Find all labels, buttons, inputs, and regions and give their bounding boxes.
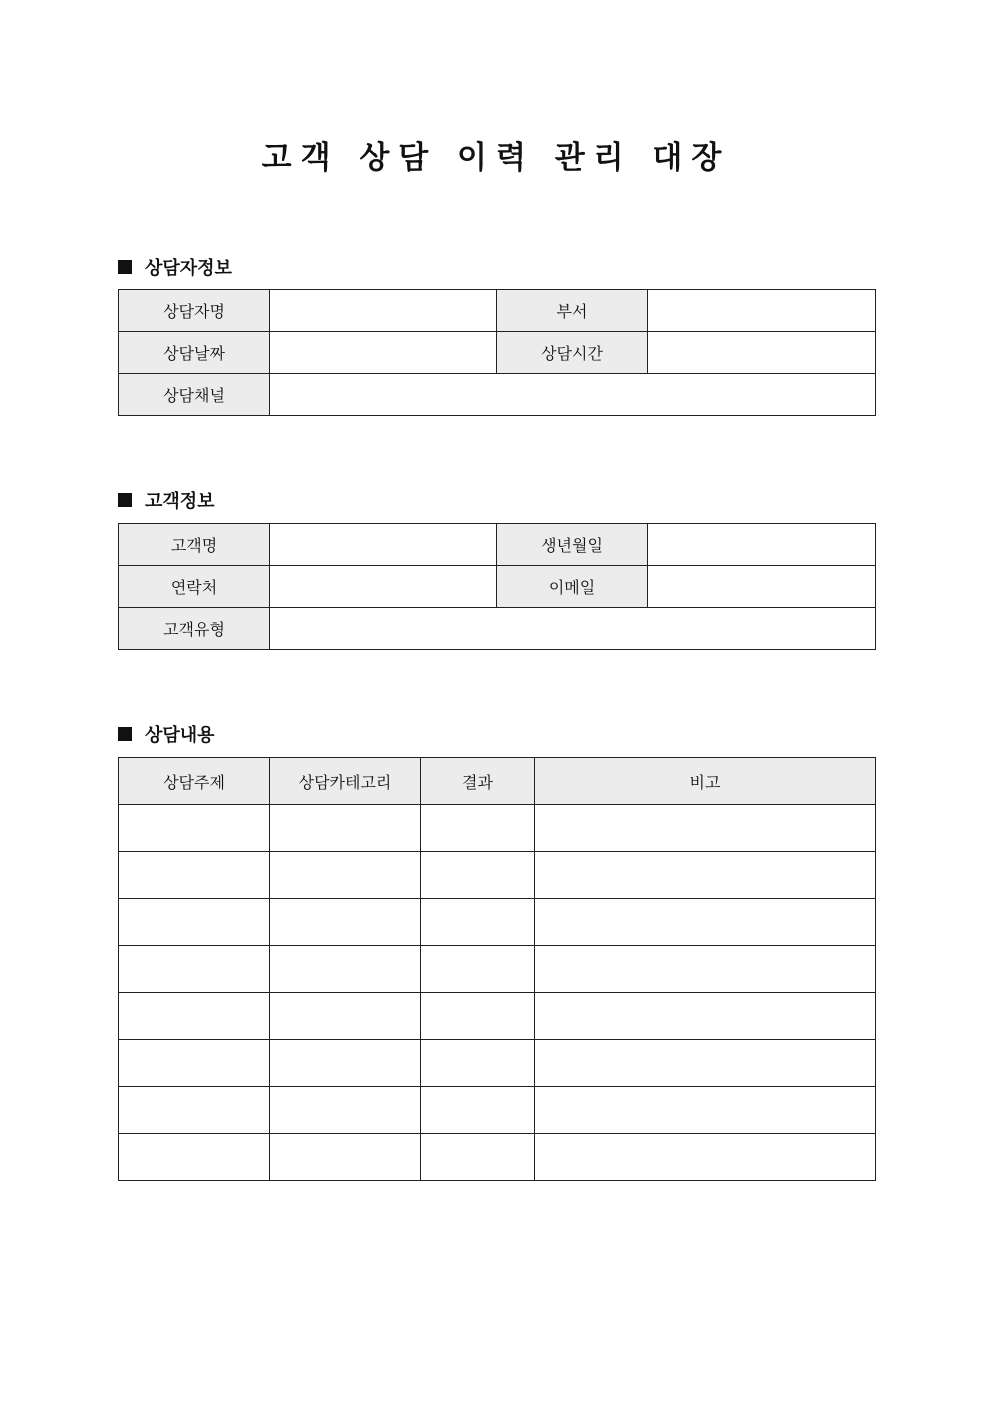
result-cell[interactable] bbox=[421, 1087, 535, 1134]
square-bullet-icon bbox=[118, 260, 132, 274]
contact-label: 연락처 bbox=[119, 566, 270, 608]
topic-cell[interactable] bbox=[119, 993, 270, 1040]
table-header-row bbox=[119, 758, 876, 805]
department-label: 부서 bbox=[497, 290, 648, 332]
result-cell[interactable] bbox=[421, 805, 535, 852]
consultant-info-table bbox=[118, 289, 876, 416]
remarks-cell[interactable] bbox=[535, 946, 876, 993]
email-field[interactable] bbox=[648, 566, 876, 608]
result-cell[interactable] bbox=[421, 993, 535, 1040]
email-label: 이메일 bbox=[497, 566, 648, 608]
category-cell[interactable] bbox=[270, 946, 421, 993]
consultant-name-label: 상담자명 bbox=[119, 290, 270, 332]
remarks-cell[interactable] bbox=[535, 1134, 876, 1181]
customer-type-label: 고객유형 bbox=[119, 608, 270, 650]
contact-field[interactable] bbox=[270, 566, 497, 608]
table-row bbox=[119, 946, 876, 993]
consult-date-field[interactable] bbox=[270, 332, 497, 374]
birthdate-label: 생년월일 bbox=[497, 524, 648, 566]
result-cell[interactable] bbox=[421, 899, 535, 946]
table-row bbox=[119, 993, 876, 1040]
table-row bbox=[119, 566, 876, 608]
section-heading-label: 고객정보 bbox=[145, 491, 215, 512]
consult-channel-label: 상담채널 bbox=[119, 374, 270, 416]
document-title: 고객 상담 이력 관리 대장 bbox=[261, 140, 731, 176]
topic-cell[interactable] bbox=[119, 899, 270, 946]
table-row bbox=[119, 290, 876, 332]
section-heading-consultant bbox=[118, 254, 232, 280]
result-cell[interactable] bbox=[421, 946, 535, 993]
consultant-name-field[interactable] bbox=[270, 290, 497, 332]
customer-name-field[interactable] bbox=[270, 524, 497, 566]
topic-cell[interactable] bbox=[119, 946, 270, 993]
table-row bbox=[119, 524, 876, 566]
section-heading-customer bbox=[118, 487, 215, 513]
birthdate-field[interactable] bbox=[648, 524, 876, 566]
remarks-cell[interactable] bbox=[535, 805, 876, 852]
table-row bbox=[119, 332, 876, 374]
consult-time-label: 상담시간 bbox=[497, 332, 648, 374]
column-header-category: 상담카테고리 bbox=[270, 758, 421, 805]
result-cell[interactable] bbox=[421, 852, 535, 899]
category-cell[interactable] bbox=[270, 1087, 421, 1134]
customer-info-table bbox=[118, 523, 876, 650]
square-bullet-icon bbox=[118, 727, 132, 741]
column-header-result: 결과 bbox=[421, 758, 535, 805]
section-heading-label: 상담자정보 bbox=[145, 258, 232, 279]
table-row bbox=[119, 1040, 876, 1087]
category-cell[interactable] bbox=[270, 899, 421, 946]
category-cell[interactable] bbox=[270, 1040, 421, 1087]
result-cell[interactable] bbox=[421, 1134, 535, 1181]
category-cell[interactable] bbox=[270, 993, 421, 1040]
consult-channel-field[interactable] bbox=[270, 374, 876, 416]
consult-date-label: 상담날짜 bbox=[119, 332, 270, 374]
topic-cell[interactable] bbox=[119, 805, 270, 852]
table-row bbox=[119, 1087, 876, 1134]
section-heading-consultation bbox=[118, 721, 215, 747]
customer-name-label: 고객명 bbox=[119, 524, 270, 566]
result-cell[interactable] bbox=[421, 1040, 535, 1087]
table-row bbox=[119, 805, 876, 852]
consultation-content-table bbox=[118, 757, 876, 1181]
remarks-cell[interactable] bbox=[535, 993, 876, 1040]
topic-cell[interactable] bbox=[119, 1040, 270, 1087]
remarks-cell[interactable] bbox=[535, 899, 876, 946]
section-heading-label: 상담내용 bbox=[145, 725, 215, 746]
table-row bbox=[119, 608, 876, 650]
category-cell[interactable] bbox=[270, 852, 421, 899]
consult-time-field[interactable] bbox=[648, 332, 876, 374]
category-cell[interactable] bbox=[270, 1134, 421, 1181]
topic-cell[interactable] bbox=[119, 1087, 270, 1134]
remarks-cell[interactable] bbox=[535, 1040, 876, 1087]
topic-cell[interactable] bbox=[119, 1134, 270, 1181]
table-row bbox=[119, 374, 876, 416]
table-row bbox=[119, 852, 876, 899]
customer-type-field[interactable] bbox=[270, 608, 876, 650]
square-bullet-icon bbox=[118, 493, 132, 507]
remarks-cell[interactable] bbox=[535, 852, 876, 899]
remarks-cell[interactable] bbox=[535, 1087, 876, 1134]
department-field[interactable] bbox=[648, 290, 876, 332]
topic-cell[interactable] bbox=[119, 852, 270, 899]
column-header-remarks: 비고 bbox=[535, 758, 876, 805]
table-row bbox=[119, 1134, 876, 1181]
table-row bbox=[119, 899, 876, 946]
column-header-topic: 상담주제 bbox=[119, 758, 270, 805]
category-cell[interactable] bbox=[270, 805, 421, 852]
